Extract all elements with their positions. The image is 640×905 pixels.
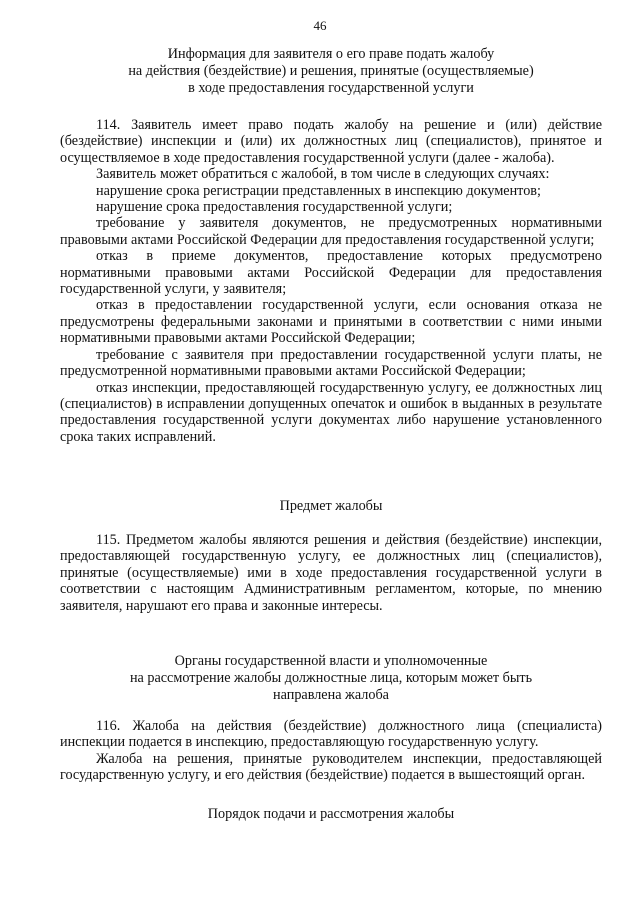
- paragraph-case-item: нарушение срока регистрации представленных в инспекцию документов;: [96, 182, 541, 199]
- section-heading-complaint-rights: [60, 46, 602, 97]
- heading-line: Органы государственной власти и уполномоченные: [174, 653, 488, 669]
- paragraph-case-item: требование у заявителя документов, не предусмотренных нормативными правовыми актами Российской Федерации для предоставления государственной услуги;: [60, 215, 602, 248]
- paragraph-115: 115. Предметом жалобы являются решения и действия (бездействие) инспекции, предоставляющей государственную услугу, ее должностных лиц (специалистов), принятые (осуществляемые) ими в ходе предоставления государственной услуги в соответствии с настоящим Административным регламентом, которые, по мнению заявителя, нарушают его права и законные интересы.: [60, 532, 602, 614]
- paragraph-116: 116. Жалоба на действия (бездействие) должностного лица (специалиста) инспекции подается в инспекцию, предоставляющую государственную услугу.: [60, 718, 602, 751]
- heading-line: Предмет жалобы: [279, 498, 383, 514]
- paragraph-case-item: отказ в приеме документов, предоставление которых предусмотрено нормативными правовыми актами Российской Федерации для предоставления государственной услуги, у заявителя;: [60, 248, 602, 298]
- section-body-complaint-rights: [60, 117, 602, 445]
- paragraph-114: 114. Заявитель имеет право подать жалобу на решение и (или) действие (бездействие) инспекции и (или) их должностных лиц (специалистов), принятое и осуществляемое в ходе предоставления государственной услуги (далее - жалоба).: [60, 117, 602, 166]
- section-heading-filing-procedure: [60, 806, 602, 823]
- paragraph-case-item: отказ в предоставлении государственной услуги, если основания отказа не предусмотрены федеральными законами и принятыми в соответствии с ними иными нормативными правовыми актами Российской Федерации;: [60, 297, 602, 347]
- section-body-authorities: [60, 718, 602, 784]
- section-body-complaint-subject: [60, 532, 602, 614]
- heading-line: в ходе предоставления государственной услуги: [188, 80, 474, 96]
- paragraph-case-item: отказ инспекции, предоставляющей государственную услугу, ее должностных лиц (специалистов) в исправлении допущенных опечаток и ошибок в выданных в результате предоставления государственной услуги документах либо нарушение установленного срока таких исправлений.: [60, 379, 602, 445]
- paragraph-higher-authority: Жалоба на решения, принятые руководителем инспекции, предоставляющей государственную услугу, и его действия (бездействие) подается в вышестоящий орган.: [60, 750, 602, 784]
- heading-line: на рассмотрение жалобы должностные лица, которым может быть: [129, 670, 533, 686]
- heading-line: на действия (бездействие) и решения, принятые (осуществляемые): [128, 63, 534, 79]
- paragraph-cases-intro: Заявитель может обратиться с жалобой, в том числе в следующих случаях:: [96, 166, 550, 183]
- heading-line: направлена жалоба: [273, 687, 389, 703]
- page-number: 46: [313, 18, 327, 33]
- paragraph-case-item: нарушение срока предоставления государственной услуги;: [96, 199, 453, 216]
- heading-line: Информация для заявителя о его праве подать жалобу: [167, 46, 495, 62]
- section-heading-complaint-subject: [60, 498, 602, 515]
- section-heading-authorities: [60, 653, 602, 704]
- heading-line: Порядок подачи и рассмотрения жалобы: [207, 806, 455, 822]
- paragraph-case-item: требование с заявителя при предоставлении государственной услуги платы, не предусмотренной нормативными правовыми актами Российской Федерации;: [60, 346, 602, 380]
